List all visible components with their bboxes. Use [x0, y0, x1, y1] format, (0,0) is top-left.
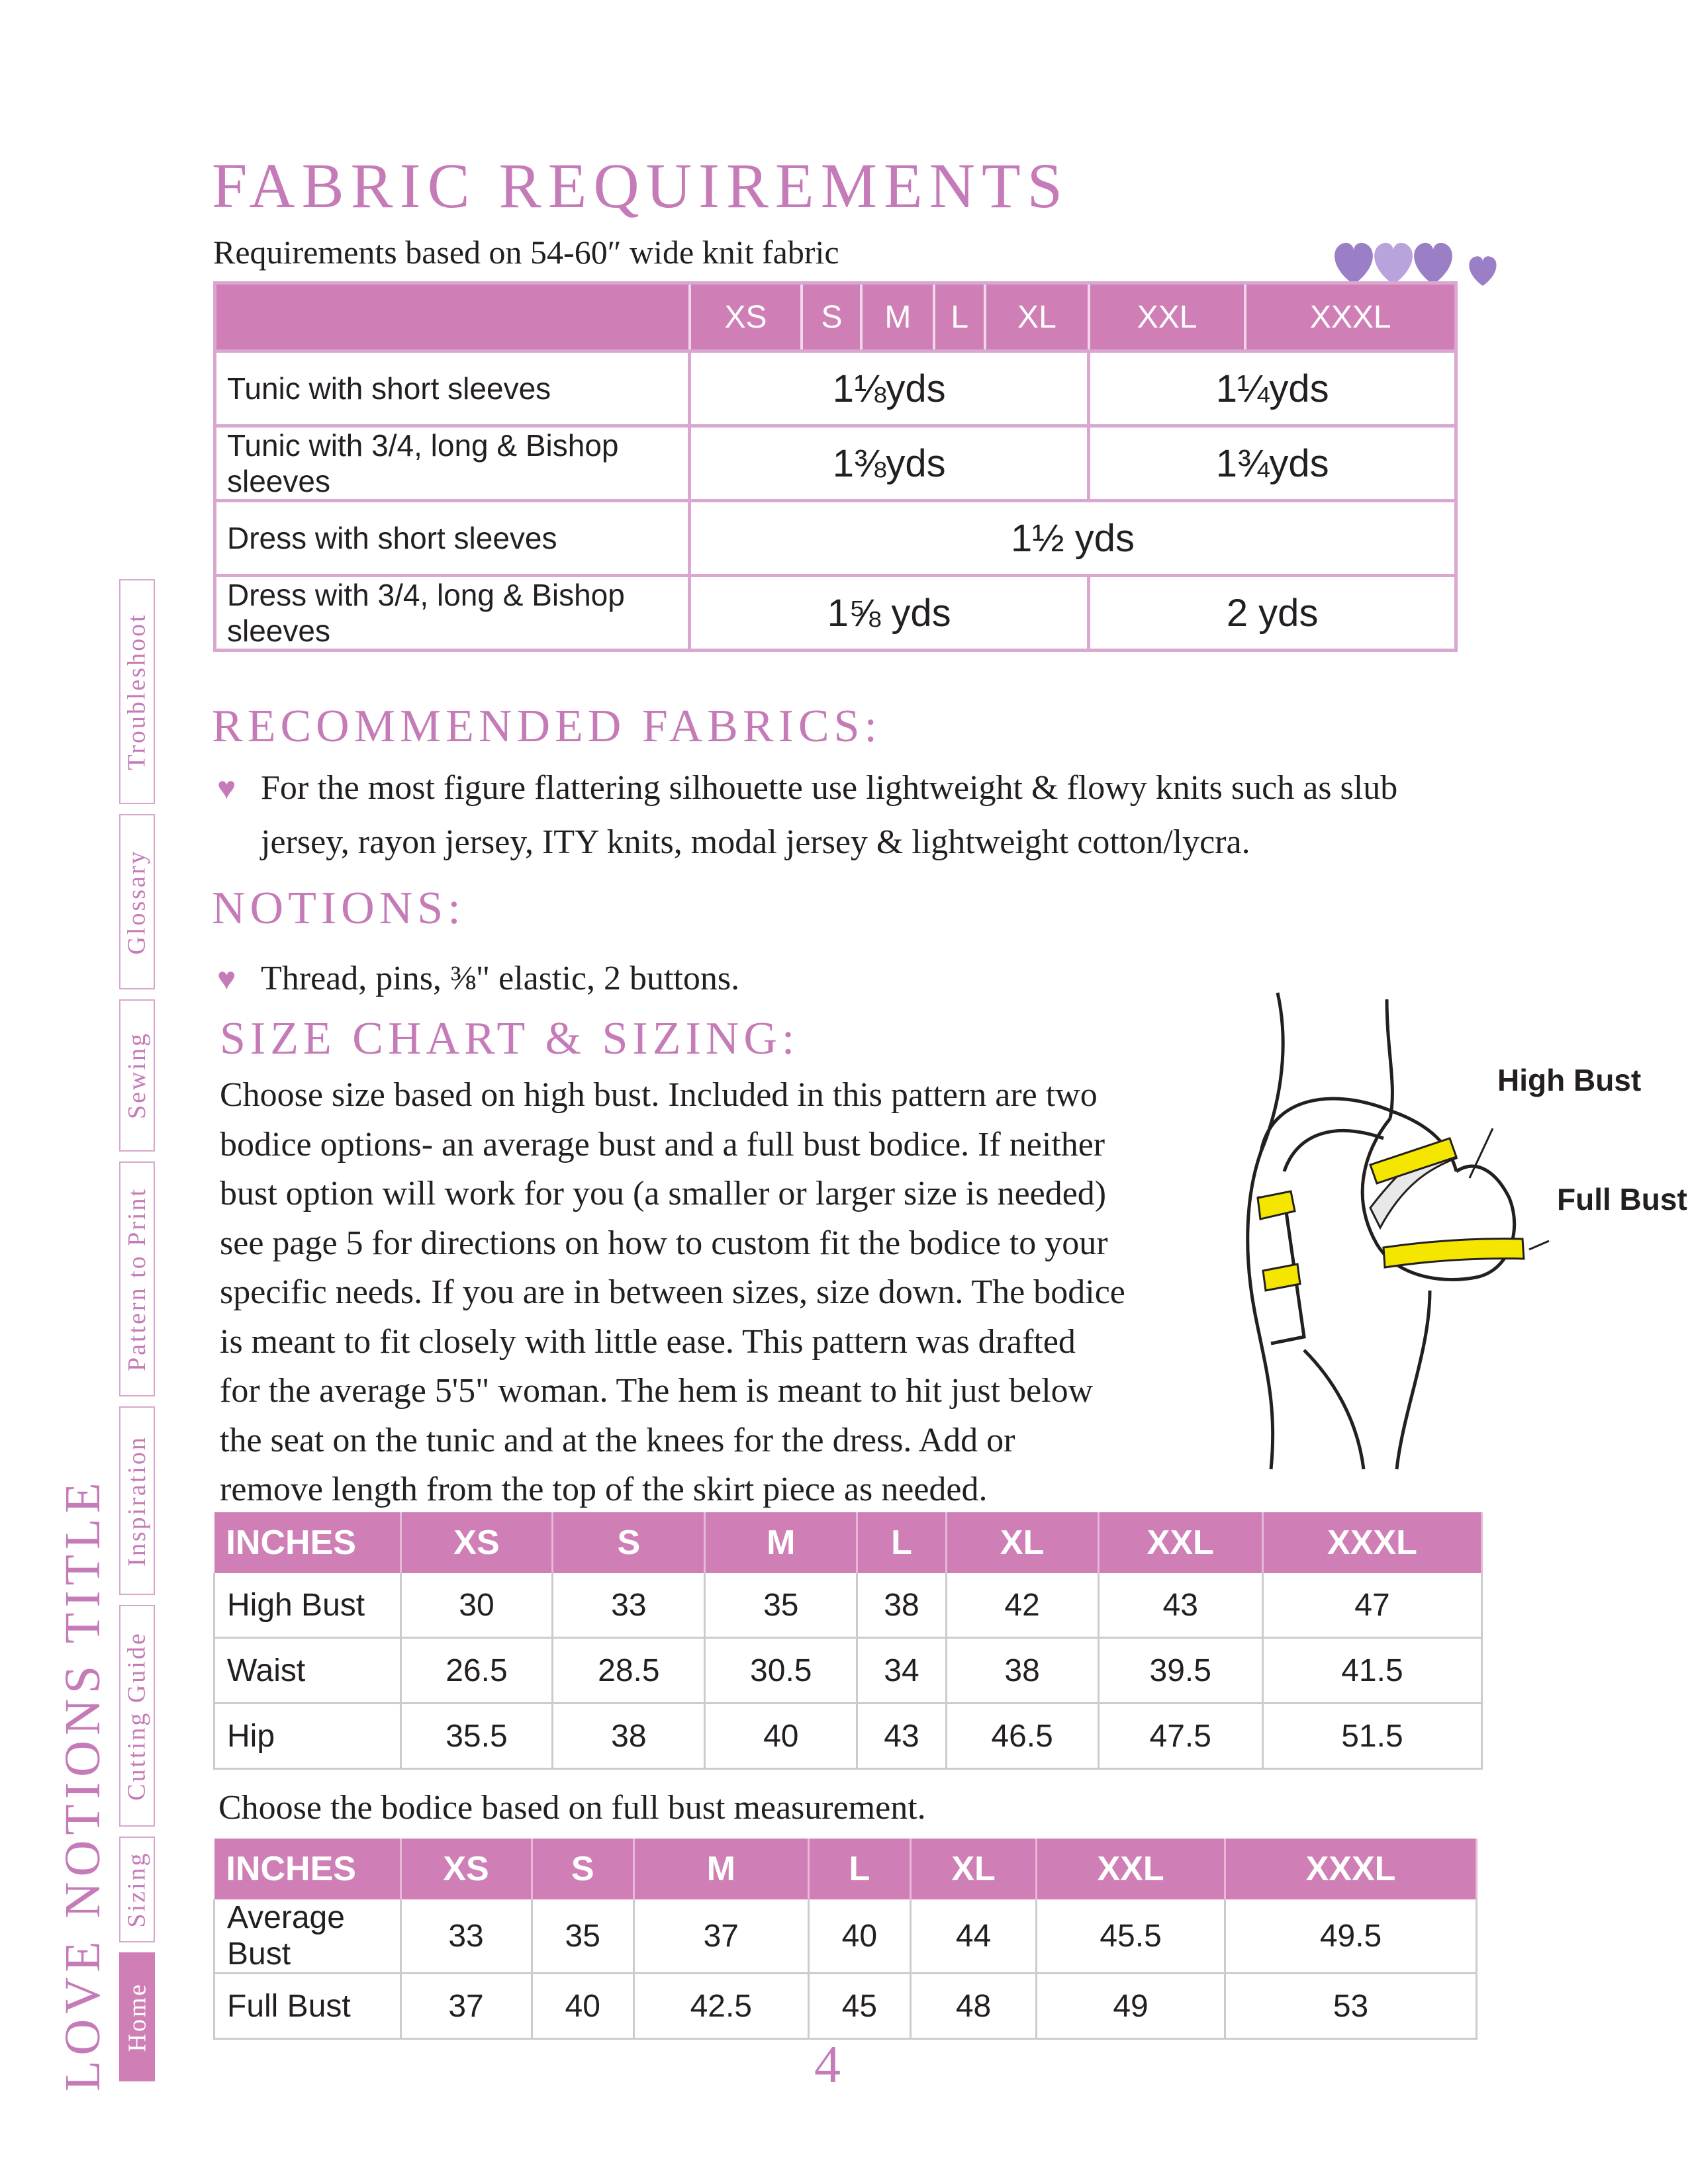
cell: 39.5 [1098, 1638, 1262, 1704]
row-label: Full Bust [214, 1974, 401, 2039]
text-line: the seat on the tunic and at the knees for the dress. Add or [220, 1421, 1015, 1459]
cell: 40 [532, 1974, 633, 2039]
header-blank [215, 283, 690, 351]
cell: 30.5 [705, 1638, 857, 1704]
full-bust-label: Full Bust [1557, 1182, 1687, 1216]
text-line: jersey, rayon jersey, ITY knits, modal jersey & lightweight cotton/lycra. [261, 823, 1250, 861]
cell: 47.5 [1098, 1704, 1262, 1769]
bust-measurement-illustration [1231, 979, 1688, 1482]
yardage-cell: 1⅝ yds [690, 576, 1089, 651]
cell: 40 [808, 1899, 910, 1974]
cell: 33 [553, 1573, 705, 1638]
col-header: XXL [1037, 1839, 1225, 1899]
col-header: XXXL [1262, 1512, 1481, 1573]
tab-sizing[interactable] [119, 1837, 155, 1942]
table-row [214, 1573, 1482, 1638]
tab-label: Cutting Guide [123, 1631, 152, 1801]
cell: 35 [705, 1573, 857, 1638]
cell: 51.5 [1262, 1704, 1481, 1769]
tab-label: Glossary [123, 848, 152, 955]
tab-sewing[interactable] [119, 999, 155, 1152]
col-header: INCHES [214, 1839, 401, 1899]
tab-glossary[interactable] [119, 814, 155, 989]
text-line: remove length from the top of the skirt piece as needed. [220, 1471, 988, 1508]
text-line: specific needs. If you are in between sizes, size down. The bodice [220, 1273, 1125, 1311]
sizing-paragraph [220, 1071, 1213, 1515]
row-label: Waist [214, 1638, 401, 1704]
table-row [215, 501, 1456, 576]
col-header: M [633, 1839, 808, 1899]
size-header: XS [690, 283, 802, 351]
tab-label: Sewing [123, 1032, 151, 1119]
table-row [215, 351, 1456, 426]
cell: 44 [911, 1899, 1037, 1974]
cell: 43 [1098, 1573, 1262, 1638]
row-label: Dress with 3/4, long & Bishop sleeves [215, 576, 690, 651]
cell: 26.5 [400, 1638, 553, 1704]
cell: 53 [1225, 1974, 1477, 2039]
row-label: Hip [214, 1704, 401, 1769]
text-line: For the most figure flattering silhouette use lightweight & flowy knits such as slub [261, 769, 1398, 807]
cell: 35 [532, 1899, 633, 1974]
cell: 40 [705, 1704, 857, 1769]
high-bust-label: High Bust [1497, 1063, 1642, 1097]
cell: 45 [808, 1974, 910, 2039]
table-row [214, 1638, 1482, 1704]
tab-cutting-guide[interactable] [119, 1605, 155, 1827]
cell: 33 [400, 1899, 532, 1974]
row-label: Tunic with 3/4, long & Bishop sleeves [215, 426, 690, 501]
page-title: FABRIC REQUIREMENTS [212, 150, 1069, 221]
text-line: bust option will work for you (a smaller or larger size is needed) [220, 1175, 1107, 1212]
col-header: INCHES [214, 1512, 401, 1573]
cell: 38 [553, 1704, 705, 1769]
recommended-fabrics-text [217, 761, 1488, 874]
cell: 35.5 [400, 1704, 553, 1769]
cell: 45.5 [1037, 1899, 1225, 1974]
cell: 42.5 [633, 1974, 808, 2039]
col-header: XXL [1098, 1512, 1262, 1573]
size-header: XL [985, 283, 1089, 351]
col-header: S [532, 1839, 633, 1899]
page-subtitle: Requirements based on 54-60″ wide knit fabric [213, 234, 839, 271]
table-row [215, 426, 1456, 501]
cell: 41.5 [1262, 1638, 1481, 1704]
row-label: Tunic with short sleeves [215, 351, 690, 426]
yardage-cell: 1½ yds [690, 501, 1456, 576]
size-header: XXL [1089, 283, 1246, 351]
size-header: XXXL [1245, 283, 1456, 351]
col-header: XL [911, 1839, 1037, 1899]
text-line: bodice options- an average bust and a full bust bodice. If neither [220, 1125, 1105, 1163]
cell: 43 [857, 1704, 946, 1769]
col-header: XS [400, 1839, 532, 1899]
cell: 46.5 [946, 1704, 1098, 1769]
yardage-cell: 1⅛yds [690, 351, 1089, 426]
table-row [215, 576, 1456, 651]
tab-label: Inspiration [123, 1435, 152, 1567]
cell: 34 [857, 1638, 946, 1704]
size-chart-table [213, 1512, 1483, 1770]
size-chart-heading: SIZE CHART & SIZING: [220, 1013, 800, 1064]
cell: 30 [400, 1573, 553, 1638]
yardage-cell: 1¼yds [1089, 351, 1456, 426]
row-label: Average Bust [214, 1899, 401, 1974]
cell: 47 [1262, 1573, 1481, 1638]
tab-label: Pattern to Print [123, 1187, 152, 1371]
row-label: Dress with short sleeves [215, 501, 690, 576]
tab-label: Troubleshoot [123, 613, 151, 770]
recommended-fabrics-heading: RECOMMENDED FABRICS: [212, 701, 882, 752]
cell: 37 [400, 1974, 532, 2039]
tab-label: Sizing [123, 1851, 151, 1928]
cell: 49 [1037, 1974, 1225, 2039]
sidebar-title: LOVE NOTIONS TITLE [55, 1477, 111, 2091]
col-header: L [857, 1512, 946, 1573]
page-number: 4 [814, 2036, 841, 2094]
tab-troubleshoot[interactable] [119, 579, 155, 804]
tab-pattern-to-print[interactable] [119, 1161, 155, 1396]
yardage-cell: 2 yds [1089, 576, 1456, 651]
text-line: Choose size based on high bust. Included in this pattern are two [220, 1076, 1098, 1114]
size-header: M [861, 283, 934, 351]
col-header: XL [946, 1512, 1098, 1573]
col-header: S [553, 1512, 705, 1573]
table-row [214, 1899, 1477, 1974]
col-header: M [705, 1512, 857, 1573]
tab-inspiration[interactable] [119, 1406, 155, 1595]
cell: 28.5 [553, 1638, 705, 1704]
cell: 48 [911, 1974, 1037, 2039]
table-row [214, 1974, 1477, 2039]
col-header: XXXL [1225, 1839, 1477, 1899]
heart-bullet-icon: ♥ [217, 771, 236, 806]
col-header: XS [400, 1512, 553, 1573]
tab-home[interactable] [119, 1952, 155, 2081]
table-row [214, 1704, 1482, 1769]
cell: 38 [857, 1573, 946, 1638]
size-header: L [934, 283, 985, 351]
cell: 37 [633, 1899, 808, 1974]
text-line: see page 5 for directions on how to custom fit the bodice to your [220, 1224, 1108, 1262]
cell: 42 [946, 1573, 1098, 1638]
cell: 49.5 [1225, 1899, 1477, 1974]
yardage-cell: 1¾yds [1089, 426, 1456, 501]
notions-line: Thread, pins, ⅜" elastic, 2 buttons. [261, 960, 740, 997]
fabric-requirements-table [213, 281, 1458, 652]
col-header: L [808, 1839, 910, 1899]
bodice-size-table [213, 1839, 1477, 2040]
cell: 38 [946, 1638, 1098, 1704]
tab-label: Home [123, 1982, 151, 2052]
row-label: High Bust [214, 1573, 401, 1638]
text-line: for the average 5'5" woman. The hem is meant to hit just below [220, 1372, 1094, 1410]
size-header: S [802, 283, 861, 351]
yardage-cell: 1⅜yds [690, 426, 1089, 501]
heart-bullet-icon: ♥ [217, 962, 236, 997]
notions-heading: NOTIONS: [212, 883, 465, 934]
text-line: is meant to fit closely with little ease. This pattern was drafted [220, 1322, 1076, 1361]
bodice-note: Choose the bodice based on full bust measurement. [218, 1789, 926, 1827]
